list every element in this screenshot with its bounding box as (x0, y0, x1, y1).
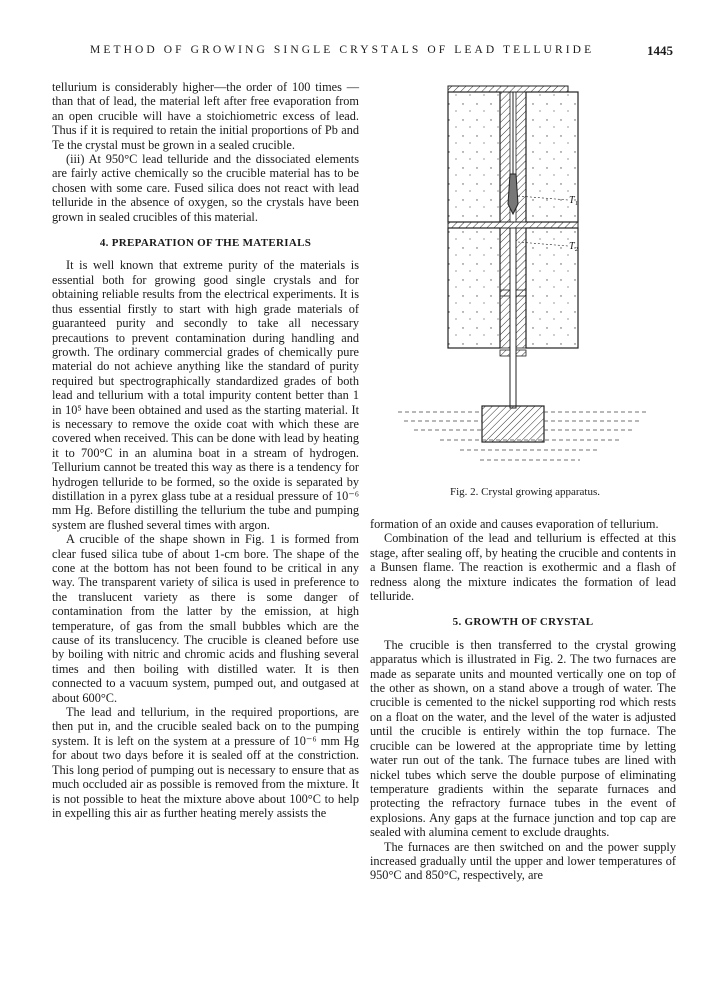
right-column (370, 517, 676, 883)
paragraph: formation of an oxide and causes evaporation of tellurium. (370, 517, 659, 531)
paragraph: tellurium is considerably higher—the order of 100 times —than that of lead, the material left after free evaporation from an open crucible will have a stoichiometric excess of lead. Thus if it is required to retain the initial proportions of Pb and Te the crystal must be grown in a sealed crucible. (52, 80, 359, 152)
paragraph: The furnaces are then switched on and the power supply increased gradually until the upper and lower temperatures of 950°C and 850°C, respectively, are (370, 839, 676, 883)
section-heading: 5. GROWTH OF CRYSTAL (452, 616, 594, 629)
paragraph: (iii) At 950°C lead telluride and the dissociated elements are fairly active chemically so the crucible material has to be chosen with some care. Fused silica does not react with lead telluride in the absence of oxygen, so the crystals have been grown in sealed crucibles of this material. (52, 152, 359, 224)
label-t1: T₁ (569, 195, 579, 206)
paragraph: The crucible is then transferred to the crystal growing apparatus which is illustrated in Fig. 2. The two furnaces are made as separate units and mounted vertically one on top of the other as shown, on a stand above a trough of water. The crucible is cemented to the nickel supporting rod which rests on a float on the water, and the level of the water is adjusted until the crucible is entirely within the top furnace. The crucible can be lowered at the appropriate time by letting water run out of the tank. The furnace tubes are lined with nickel tubes which serve the double purpose of eliminating temperature gradients within the separate furnaces and protecting the refractory furnace tubes in the event of explosions. Any gaps at the furnace junction and top cap are sealed with alumina cement to exclude draughts. (370, 637, 676, 840)
running-title: METHOD OF GROWING SINGLE CRYSTALS OF LEAD TELLURIDE (90, 44, 595, 56)
label-t2: T₂ (569, 241, 579, 252)
float (482, 406, 544, 442)
left-column (52, 80, 359, 820)
section-heading: 4. PREPARATION OF THE MATERIALS (99, 237, 312, 250)
paragraph: Combination of the lead and tellurium is effected at this stage, after sealing off, by heating the crucible and contents in a Bunsen flame. The reaction is exothermic and a flash of redness along the mixture indicates the formation of lead telluride. (370, 531, 676, 604)
furnace-junction (448, 222, 578, 228)
paragraph: It is well known that extreme purity of the materials is essential both for growing good single crystals and for obtaining reliable results from the electrical experiments. It is thus essential firstly to start with high grade materials of guaranteed purity and secondly to take all necessary precautions to prevent contamination during handling and growth. The ordinary commercial grades of chemically pure material do not achieve anything like the standard of purity required but spectrographically standardized grades of both lead and tellurium with a total impurity content better than 1 in 10⁵ have been obtained and used as the starting material. It is necessary to remove the oxide coat with which these are covered when received. This can be done with lead by heating it to 700°C in an alumina boat in a stream of hydrogen. Tellurium cannot be treated this way as there is a tendency for hydrogen telluride to be formed, so the oxide is separated by distillation in a pyrex glass tube at a residual pressure of 10⁻⁶ mm Hg. Before distilling the tellurium the tube and pumping system are flushed several times with argon. (52, 258, 359, 532)
supporting-rod (510, 228, 516, 408)
apparatus-diagram (390, 84, 660, 484)
page-header (0, 44, 725, 64)
paragraph: A crucible of the shape shown in Fig. 1 is formed from clear fused silica tube of about 1-cm bore. The shape of the cone at the bottom has not been found to be critical in any way. The transparent variety of silica is used in preference to the translucent variety as there is some danger of contamination from the latter by the emission, at high temperature, of gas from the small bubbles which are the cause of its translucency. The crucible is cleaned before use by boiling with nitric and chromic acids and flushing several times and then boiling with distilled water. It is then connected to a vacuum system, pumped out, and outgased at about 600°C. (52, 532, 359, 705)
figure-caption: Fig. 2. Crystal growing apparatus. (449, 486, 600, 498)
top-cap (448, 86, 568, 92)
figure-crystal-apparatus (390, 84, 660, 504)
paragraph: The lead and tellurium, in the required proportions, are then put in, and the crucible sealed back on to the pumping system. It is left on the system at a pressure of 10⁻⁶ mm Hg for about two days before it is sealed off at the constriction. This long period of pumping out is necessary to ensure that as much occluded air as possible is removed from the mixture. It is not possible to heat the mixture above about 100°C to help in expelling this air as further heating merely assists the (52, 705, 359, 820)
page-number: 1445 (647, 43, 673, 58)
